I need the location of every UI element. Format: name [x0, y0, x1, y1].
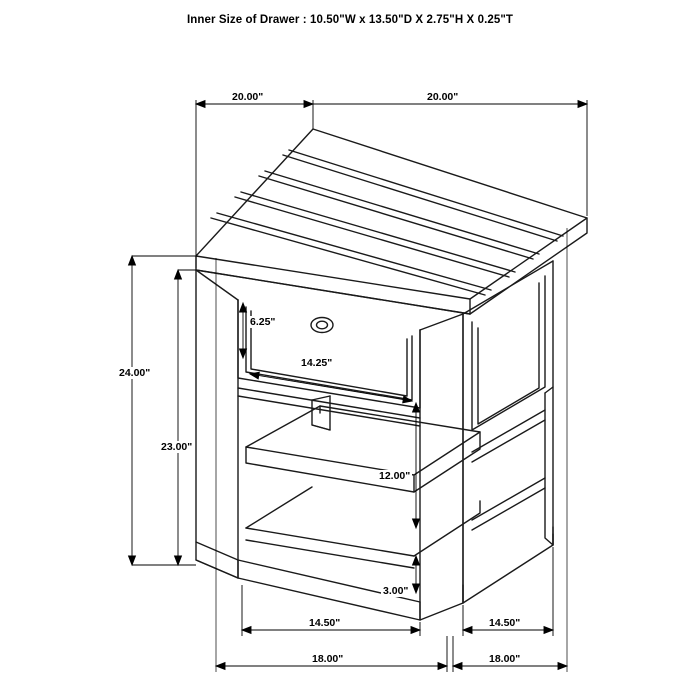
dim-label-top-right-width: 20.00": [427, 91, 459, 103]
dim-label-overall-height: 24.00": [119, 367, 151, 379]
dim-label-shelf-clearance: 12.00": [379, 470, 411, 482]
dim-label-shelf-front-width: 14.50": [309, 617, 341, 629]
dim-label-shelf-to-floor: 3.00": [383, 585, 409, 597]
dim-label-drawer-width: 14.25": [301, 357, 333, 369]
page-title: Inner Size of Drawer : 10.50"W x 13.50"D X 2.75"H X 0.25"T: [186, 14, 514, 26]
dim-label-base-side-width: 18.00": [489, 653, 521, 665]
dim-label-base-front-width: 18.00": [312, 653, 344, 665]
dim-label-top-left-width: 20.00": [232, 91, 264, 103]
dim-label-shelf-side-width: 14.50": [489, 617, 521, 629]
dim-label-drawer-height: 6.25": [250, 316, 276, 328]
dim-label-leg-height: 23.00": [161, 441, 193, 453]
